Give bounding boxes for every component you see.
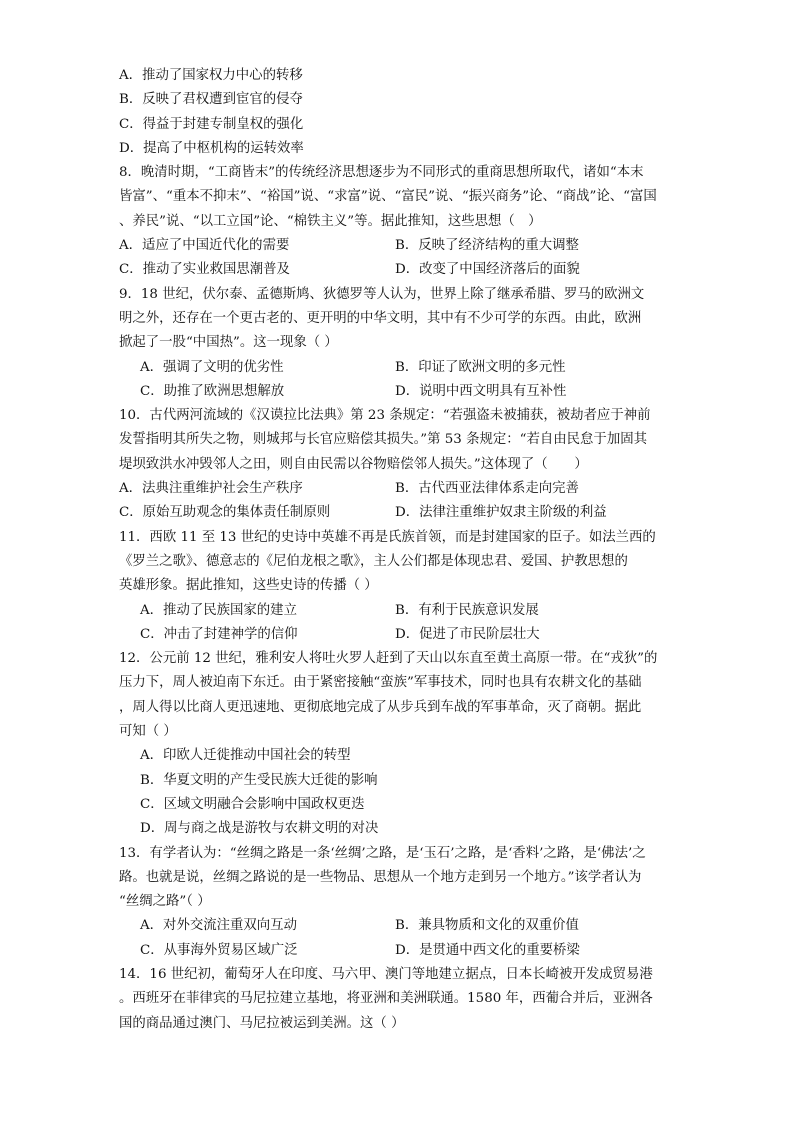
q12-option-b: B．华夏文明的产生受民族大迁徙的影响 [140, 772, 378, 788]
q13-option-b: B．兼具物质和文化的双重价值 [395, 918, 579, 934]
q11-stem-line: 英雄形象。据此推知，这些史诗的传播（ ） [119, 578, 378, 594]
q13-options-row [119, 939, 679, 963]
q8-options-row [119, 234, 679, 258]
q12-stem-line: 可知（ ） [119, 724, 177, 740]
q12-stem-line: ，周人得以比商人更迅速地、更彻底地完成了从步兵到车战的军事革命，灭了商朝。据此 [119, 699, 642, 715]
q13-option-d: D．是贯通中西文化的重要桥梁 [395, 942, 580, 958]
question-10 [119, 404, 679, 525]
q10-option-a: A．法典注重维护社会生产秩序 [119, 481, 303, 497]
q10-stem-line: 堤坝致洪水冲毁邻人之田，则自由民需以谷物赔偿邻人损失。”这体现了（ ） [119, 456, 588, 472]
q8-stem-line: 皆富”、“重本不抑末”、“裕国”说、“求富”说、“富民”说、“振兴商务”论、“商战”论、“富国 [119, 189, 657, 205]
q11-stem-line: 《罗兰之歌》、德意志的《尼伯龙根之歌》，主人公们都是体现忠君、爱国、护教思想的 [119, 553, 628, 569]
q13-option-a: A．对外交流注重双向互动 [140, 918, 297, 934]
q11-stem-line: 11．西欧 11 至 13 世纪的史诗中英雄不再是氏族首领，而是封建国家的臣子。如法兰西的 [119, 529, 656, 545]
q9-stem-line: 9．18 世纪，伏尔泰、孟德斯鸠、狄德罗等人认为，世界上除了继承希腊、罗马的欧洲文 [119, 286, 645, 302]
q8-stem-line: 、养民”说、“以工立国”论、“棉铁主义”等。据此推知，这些思想（ ） [119, 213, 542, 229]
q9-stem-line: 掀起了一股“中国热”。这一现象（ ） [119, 335, 338, 351]
q13-stem-line: 路。也就是说，丝绸之路说的是一些物品、思想从一个地方走到另一个地方。”该学者认为 [119, 869, 642, 885]
q14-stem-line: 国的商品通过澳门、马尼拉被运到美洲。这（ ） [119, 1015, 405, 1031]
q11-option-d: D．促进了市民阶层壮大 [395, 626, 540, 642]
q12-stem-line: 12．公元前 12 世纪，雅利安人将吐火罗人赶到了天山以东直至黄土高原一带。在“戎狄”的 [119, 651, 658, 667]
q10-option-c: C．原始互助观念的集体责任制原则 [119, 505, 331, 521]
q13-stem-line: 13．有学者认为：“丝绸之路是一条‘丝绸’之路，是‘玉石’之路，是‘香料’之路，是‘佛法’之 [119, 845, 646, 861]
question-12 [119, 647, 679, 841]
q7-option-c: C．得益于封建专制皇权的强化 [119, 116, 304, 132]
q9-stem-line: 明之外，还存在一个更古老的、更开明的中华文明，其中有不少可学的东西。由此，欧洲 [119, 310, 642, 326]
q10-option-b: B．古代西亚法律体系走向完善 [395, 481, 579, 497]
q11-option-b: B．有利于民族意识发展 [395, 602, 539, 618]
q11-option-a: A．推动了民族国家的建立 [140, 602, 297, 618]
q9-option-d: D．说明中西文明具有互补性 [395, 383, 567, 399]
q8-option-d: D．改变了中国经济落后的面貌 [395, 262, 580, 278]
q12-stem-line: 压力下，周人被迫南下东迁。由于紧密接触“蛮族”军事技术，同时也具有农耕文化的基础 [119, 675, 642, 691]
question-9 [119, 283, 679, 404]
q13-stem-line: “丝绸之路”（ ） [119, 894, 211, 910]
q11-options-row [119, 623, 679, 647]
q11-option-c: C．冲击了封建神学的信仰 [140, 626, 298, 642]
q11-options-row [119, 599, 679, 623]
q9-options-row [119, 380, 679, 404]
q10-stem-line: 10．古代两河流域的《汉谟拉比法典》第 23 条规定：“若强盗未被捕获，被劫者应于神前 [119, 408, 651, 424]
q14-stem-line: 14．16 世纪初，葡萄牙人在印度、马六甲、澳门等地建立据点，日本长崎被开发成贸易港 [119, 966, 653, 982]
question-13 [119, 842, 679, 963]
q10-stem-line: 发誓指明其所失之物，则城邦与长官应赔偿其损失。”第 53 条规定：“若自由民怠于加固其 [119, 432, 647, 448]
q7-option-a: A．推动了国家权力中心的转移 [119, 68, 303, 83]
q8-stem-line: 8．晚清时期，“工商皆末”的传统经济思想逐步为不同形式的重商思想所取代，诸如“本末 [119, 165, 644, 181]
q8-options-row [119, 258, 679, 282]
q9-options-row [119, 356, 679, 380]
q13-option-c: C．从事海外贸易区域广泛 [140, 942, 298, 958]
q10-options-row [119, 477, 679, 501]
q12-option-a: A．印欧人迁徙推动中国社会的转型 [140, 748, 351, 764]
q9-option-a: A．强调了文明的优劣性 [140, 359, 284, 375]
q10-option-d: D．法律注重维护奴隶主阶级的利益 [395, 505, 607, 521]
exam-page [119, 64, 679, 1036]
q12-option-c: C．区域文明融合会影响中国政权更迭 [140, 796, 365, 812]
q8-option-b: B．反映了经济结构的重大调整 [395, 238, 579, 254]
q12-option-d: D．周与商之战是游牧与农耕文明的对决 [140, 821, 379, 837]
q9-option-c: C．助推了欧洲思想解放 [140, 383, 285, 399]
question-14 [119, 963, 679, 1036]
q10-options-row [119, 501, 679, 525]
q13-options-row [119, 914, 679, 938]
q14-stem-line: 。西班牙在菲律宾的马尼拉建立基地，将亚洲和美洲联通。1580 年，西葡合并后，亚洲各 [119, 991, 653, 1007]
q8-option-c: C．推动了实业救国思潮普及 [119, 262, 290, 278]
q7-option-d: D．提高了中枢机构的运转效率 [119, 140, 304, 156]
question-11 [119, 526, 679, 647]
q8-option-a: A．适应了中国近代化的需要 [119, 238, 290, 254]
q7-option-b: B．反映了君权遭到宦官的侵夺 [119, 92, 303, 108]
question-8 [119, 161, 679, 282]
q7-options [119, 64, 679, 161]
q9-option-b: B．印证了欧洲文明的多元性 [395, 359, 566, 375]
